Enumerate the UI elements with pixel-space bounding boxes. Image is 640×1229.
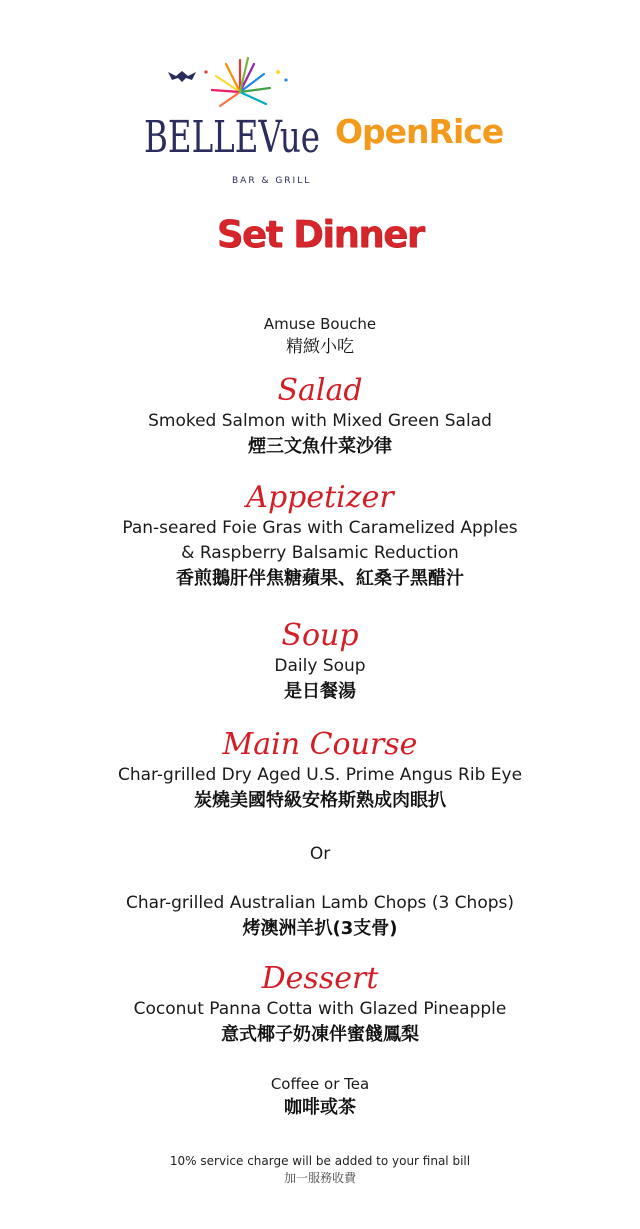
openrice-logo-text: OpenRice bbox=[335, 112, 504, 151]
page-title: Set Dinner bbox=[216, 213, 424, 256]
salad-section bbox=[0, 373, 640, 459]
dessert-heading: Dessert bbox=[261, 961, 379, 996]
main-option2-zh: 烤澳洲羊扒(3支骨) bbox=[242, 918, 398, 939]
appetizer-en-line2: & Raspberry Balsamic Reduction bbox=[181, 543, 459, 563]
bellevue-logo-text: BELLEVue bbox=[144, 112, 320, 163]
footer-note bbox=[0, 1153, 640, 1187]
service-charge-en: 10% service charge will be added to your final bill bbox=[169, 1154, 471, 1168]
appetizer-heading: Appetizer bbox=[246, 480, 394, 515]
bellevue-logo-subtitle: BAR & GRILL bbox=[232, 176, 312, 186]
amuse-en: Amuse Bouche bbox=[263, 315, 377, 333]
main-or-divider bbox=[0, 842, 640, 867]
appetizer-section bbox=[0, 480, 640, 591]
salad-heading: Salad bbox=[277, 373, 363, 408]
main-option2 bbox=[0, 891, 640, 941]
drink-section bbox=[0, 1073, 640, 1120]
drink-en: Coffee or Tea bbox=[270, 1075, 370, 1093]
dessert-zh: 意式椰子奶凍伴蜜餞鳳梨 bbox=[221, 1024, 419, 1045]
drink-zh: 咖啡或茶 bbox=[284, 1097, 356, 1118]
main-course-heading: Main Course bbox=[222, 727, 418, 762]
soup-en: Daily Soup bbox=[274, 656, 366, 676]
appetizer-en-line1: Pan-seared Foie Gras with Caramelized Apples bbox=[122, 518, 518, 538]
amuse-section bbox=[0, 313, 640, 360]
main-option2-en: Char-grilled Australian Lamb Chops (3 Chops) bbox=[126, 893, 514, 913]
openrice-logo bbox=[335, 108, 525, 158]
soup-heading: Soup bbox=[281, 618, 359, 653]
soup-zh: 是日餐湯 bbox=[284, 681, 356, 702]
bellevue-logo bbox=[140, 52, 330, 192]
salad-en: Smoked Salmon with Mixed Green Salad bbox=[148, 411, 492, 431]
main-or-text: Or bbox=[309, 844, 331, 864]
salad-zh: 煙三文魚什菜沙律 bbox=[248, 436, 392, 457]
soup-section bbox=[0, 618, 640, 704]
dessert-en: Coconut Panna Cotta with Glazed Pineapple bbox=[133, 999, 507, 1019]
appetizer-zh: 香煎鵝肝伴焦糖蘋果、紅桑子黑醋汁 bbox=[176, 568, 464, 589]
service-charge-zh: 加一服務收費 bbox=[283, 1171, 356, 1185]
main-course-section bbox=[0, 727, 640, 813]
amuse-zh: 精緻小吃 bbox=[286, 337, 354, 357]
main-option1-zh: 炭燒美國特級安格斯熟成肉眼扒 bbox=[194, 790, 446, 811]
dessert-section bbox=[0, 961, 640, 1047]
main-option1-en: Char-grilled Dry Aged U.S. Prime Angus Rib Eye bbox=[117, 765, 523, 785]
